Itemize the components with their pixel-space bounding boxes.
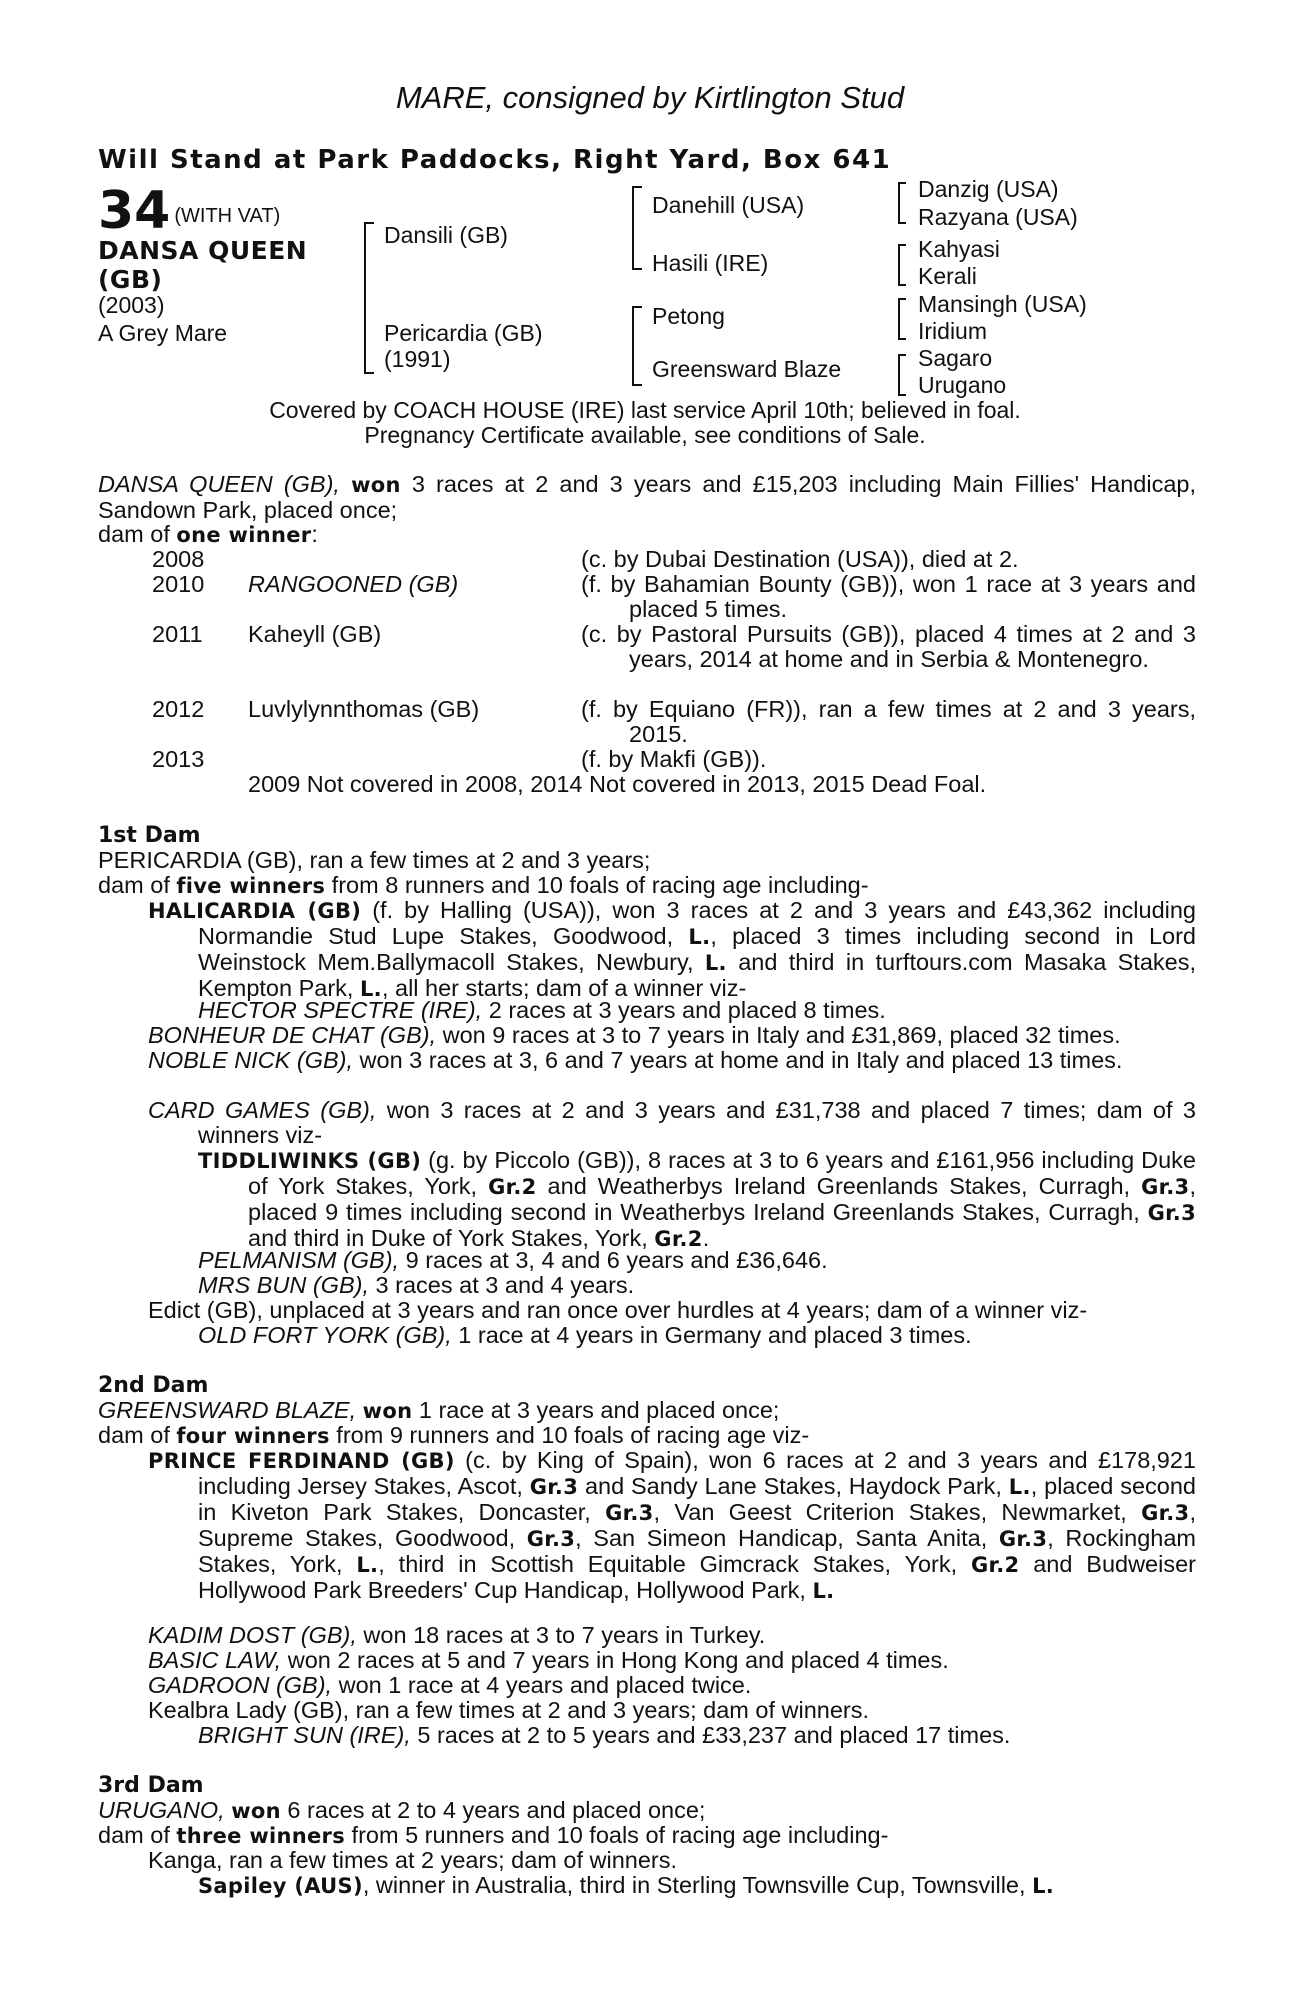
group-label: Gr.3 <box>998 1527 1048 1551</box>
winners-count: three winners <box>176 1824 346 1848</box>
text: dam of <box>98 872 177 898</box>
text: from 8 runners and 10 foals of racing age including- <box>325 872 869 898</box>
text: , San Simeon Handicap, Santa Anita, <box>575 1525 999 1551</box>
pedigree-brace <box>898 244 906 286</box>
halicardia-entry <box>148 898 1196 1002</box>
text: dam of <box>98 1822 177 1848</box>
first-dam-heading: 1st Dam <box>98 823 201 848</box>
foal-year: 2013 <box>152 746 205 772</box>
text: won 1 race at 4 years and placed twice. <box>332 1672 752 1698</box>
tiddliwinks-name: TIDDLIWINKS (GB) <box>198 1149 422 1173</box>
group-label: Gr.2 <box>488 1175 537 1199</box>
sapiley-name: Sapiley (AUS) <box>198 1874 363 1898</box>
horse-name: KADIM DOST (GB), <box>148 1622 357 1648</box>
horse-name-italic: DANSA QUEEN (GB), <box>98 471 340 497</box>
text: , winner in Australia, third in Sterling Townsville Cup, Townsville, <box>362 1872 1033 1898</box>
text: 3 races at 3 and 4 years. <box>369 1272 635 1298</box>
third-dam-heading: 3rd Dam <box>98 1773 204 1798</box>
dam-of-line <box>98 522 318 548</box>
group-label: L. <box>812 1579 835 1603</box>
horse-name: HECTOR SPECTRE (IRE), <box>198 997 483 1023</box>
horse-name: GADROON (GB), <box>148 1672 333 1698</box>
oldfort-entry <box>198 1323 972 1348</box>
text: and Weatherbys Ireland Greenlands Stakes, Curragh, <box>536 1173 1142 1199</box>
text: dam of <box>98 1422 177 1448</box>
listed-label: L. <box>704 951 727 975</box>
text: won 2 races at 5 and 7 years in Hong Kong and placed 4 times. <box>281 1647 949 1673</box>
horse-origin: (GB) <box>98 265 163 294</box>
foal-name: Kaheyll (GB) <box>248 621 382 647</box>
horse-name: BRIGHT SUN (IRE), <box>198 1722 411 1748</box>
pedigree-gen3-3: Kahyasi <box>918 236 1000 262</box>
listed-label: L. <box>359 977 382 1001</box>
group-label: Gr.3 <box>1147 1201 1196 1225</box>
pregnancy-info: Pregnancy Certificate available, see conditions of Sale. <box>364 422 926 448</box>
tiddliwinks-entry <box>198 1148 1196 1252</box>
foal-details: (c. by Dubai Destination (USA)), died at 2. <box>581 546 1019 572</box>
foal-year: 2010 <box>152 571 205 597</box>
third-dam-line2 <box>98 1823 888 1849</box>
foal-details: (f. by Equiano (FR)), ran a few times at 2 and 3 years, 2015. <box>581 696 1196 747</box>
kadim-entry <box>148 1623 765 1648</box>
horse-name: BASIC LAW, <box>148 1647 282 1673</box>
pedigree-brace <box>898 182 906 224</box>
foal-year: 2011 <box>152 621 203 647</box>
foal-name: Luvlylynnthomas (GB) <box>248 696 480 722</box>
text: won 3 races at 3, 6 and 7 years at home and in Italy and placed 13 times. <box>353 1047 1123 1073</box>
text: and third in Duke of York Stakes, York, <box>248 1225 655 1251</box>
text: , all her starts; dam of a winner viz- <box>381 975 747 1001</box>
text: from 9 runners and 10 foals of racing age viz- <box>329 1422 810 1448</box>
dam-of-winners: one winner <box>176 523 312 547</box>
pedigree-brace <box>632 186 642 270</box>
pedigree-gen3-8: Urugano <box>918 372 1007 398</box>
text: and Sandy Lane Stakes, Haydock Park, <box>578 1473 1009 1499</box>
text: , placed 3 times including second in Lord Weinstock Mem.Ballymacoll Stakes, Newbury, <box>198 923 1197 975</box>
horse-name: OLD FORT YORK (GB), <box>198 1322 452 1348</box>
group-label: Gr.3 <box>529 1475 579 1499</box>
pedigree-dam-dam: Greensward Blaze <box>652 356 842 382</box>
edict-entry: Edict (GB), unplaced at 3 years and ran once over hurdles at 4 years; dam of a winner viz- <box>148 1297 1088 1323</box>
horse-name: GREENSWARD BLAZE, <box>98 1397 357 1423</box>
group-label: L. <box>356 1553 379 1577</box>
foal-details: (f. by Bahamian Bounty (GB)), won 1 race at 3 years and placed 5 times. <box>581 571 1196 622</box>
pedigree-dam-sire: Petong <box>652 303 725 329</box>
second-dam-heading: 2nd Dam <box>98 1373 209 1398</box>
prince-entry <box>148 1448 1196 1604</box>
pedigree-brace <box>632 306 642 386</box>
halicardia-name: HALICARDIA (GB) <box>148 899 362 923</box>
pelmanism-entry <box>198 1248 828 1273</box>
won-label: won <box>351 473 401 497</box>
text: , Van Geest Criterion Stakes, Newmarket, <box>653 1499 1142 1525</box>
text: 1 race at 4 years in Germany and placed 3 times. <box>451 1322 972 1348</box>
foal-details: (c. by Pastoral Pursuits (GB)), placed 4 times at 2 and 3 years, 2014 at home and in Serbia & Montenegro. <box>581 621 1196 672</box>
group-label: Gr.3 <box>526 1527 576 1551</box>
pedigree-gen3-2: Razyana (USA) <box>918 204 1078 230</box>
text: , third in Scottish Equitable Gimcrack Stakes, York, <box>378 1551 971 1577</box>
text: 6 races at 2 to 4 years and placed once; <box>280 1797 706 1823</box>
pedigree-gen3-5: Mansingh (USA) <box>918 291 1087 317</box>
prince-name: PRINCE FERDINAND (GB) <box>148 1449 455 1473</box>
text: , placed second in Kiveton Park Stakes, Doncaster, <box>198 1473 1196 1525</box>
won-label: won <box>362 1399 413 1423</box>
pedigree-gen3-1: Danzig (USA) <box>918 176 1059 202</box>
pedigree-brace <box>898 298 906 340</box>
horse-name: DANSA QUEEN <box>98 236 308 265</box>
horse-name: MRS BUN (GB), <box>198 1272 370 1298</box>
horse-name: BONHEUR DE CHAT (GB), <box>148 1022 437 1048</box>
won-label: won <box>231 1799 281 1823</box>
vat-note: (WITH VAT) <box>174 205 281 227</box>
text: won 3 races at 2 and 3 years and £31,738 and placed 7 times; dam of 3 winners viz- <box>198 1097 1196 1148</box>
lot-number-value: 34 <box>98 181 171 241</box>
pedigree-gen3-4: Kerali <box>918 263 977 289</box>
text: 9 races at 3, 4 and 6 years and £36,646. <box>399 1247 828 1273</box>
foal-name: RANGOONED (GB) <box>248 571 459 597</box>
horse-name: URUGANO, <box>98 1797 225 1823</box>
noble-entry <box>148 1048 1196 1073</box>
card-entry <box>148 1098 1196 1148</box>
horse-year: (2003) <box>98 292 165 318</box>
produce-record: 3 races at 2 and 3 years and £15,203 including Main Fillies' Handicap, Sandown Park, placed once; <box>98 471 1196 523</box>
text: , Rockingham Stakes, York, <box>198 1525 1196 1577</box>
kealbra-entry: Kealbra Lady (GB), ran a few times at 2 and 3 years; dam of winners. <box>148 1697 870 1723</box>
horse-name: NOBLE NICK (GB), <box>148 1047 354 1073</box>
pedigree-sire-dam: Hasili (IRE) <box>652 250 769 276</box>
text: (c. by King of Spain), won 6 races at 2 and 3 years and £178,921 including Jersey Stakes, Ascot, <box>198 1447 1196 1499</box>
pedigree-sire: Dansili (GB) <box>384 222 508 248</box>
text: 1 race at 3 years and placed once; <box>412 1397 780 1423</box>
pedigree-brace <box>898 354 906 396</box>
foal-details: (f. by Makfi (GB)). <box>581 746 767 772</box>
winners-count: five winners <box>176 874 326 898</box>
mrsbun-entry <box>198 1273 634 1298</box>
pedigree-brace <box>364 222 374 374</box>
text: 5 races at 2 to 5 years and £33,237 and placed 17 times. <box>410 1722 1011 1748</box>
text: and third in turftours.com Masaka Stakes, Kempton Park, <box>198 949 1196 1001</box>
horse-description: A Grey Mare <box>98 320 228 346</box>
basic-entry <box>148 1648 949 1673</box>
pedigree-gen3-7: Sagaro <box>918 345 993 371</box>
bonheur-entry <box>148 1023 1121 1048</box>
text: won 18 races at 3 to 7 years in Turkey. <box>356 1622 766 1648</box>
covering-note: 2009 Not covered in 2008, 2014 Not covered in 2013, 2015 Dead Foal. <box>248 771 987 797</box>
pedigree-dam: Pericardia (GB) <box>384 320 543 346</box>
text: and Budweiser Hollywood Park Breeders' Cup Handicap, Hollywood Park, <box>198 1551 1196 1603</box>
lot-number <box>98 181 281 241</box>
consignment-heading: MARE, consigned by Kirtlington Stud <box>395 80 905 115</box>
text: won 9 races at 3 to 7 years in Italy and £31,869, placed 32 times. <box>436 1022 1121 1048</box>
group-label: Gr.3 <box>605 1501 654 1525</box>
listed-label: L. <box>688 925 711 949</box>
text: . <box>702 1225 710 1251</box>
pedigree-gen3-6: Iridium <box>918 318 988 344</box>
group-label: Gr.3 <box>1141 1175 1190 1199</box>
second-dam-line1 <box>98 1398 779 1424</box>
first-dam-line1: PERICARDIA (GB), ran a few times at 2 and 3 years; <box>98 847 651 873</box>
covering-info: Covered by COACH HOUSE (IRE) last service April 10th; believed in foal. <box>269 397 1021 423</box>
group-label: Gr.2 <box>971 1553 1020 1577</box>
second-dam-line2 <box>98 1423 809 1449</box>
group-label: L. <box>1008 1475 1031 1499</box>
sapiley-entry <box>198 1873 1054 1899</box>
horse-name: CARD GAMES (GB), <box>148 1097 377 1123</box>
text: , Supreme Stakes, Goodwood, <box>198 1499 1196 1551</box>
hector-entry <box>198 998 886 1023</box>
bright-entry <box>198 1723 1010 1748</box>
text: (g. by Piccolo (GB)), 8 races at 3 to 6 years and £161,956 including Duke of York Stakes, York, <box>248 1147 1196 1199</box>
text: (f. by Halling (USA)), won 3 races at 2 and 3 years and £43,362 including Normandie Stud Lupe Stakes, Goodwood, <box>198 897 1197 949</box>
dam-of-suffix: : <box>311 521 318 547</box>
winners-count: four winners <box>176 1424 330 1448</box>
produce-summary <box>98 472 1196 523</box>
listed-label: L. <box>1032 1874 1055 1898</box>
dam-of-prefix: dam of <box>98 521 177 547</box>
text: , placed 9 times including second in Weatherbys Ireland Greenlands Stakes, Curragh, <box>248 1173 1196 1225</box>
group-label: Gr.2 <box>654 1227 703 1251</box>
foal-year: 2008 <box>152 546 205 572</box>
gadroon-entry <box>148 1673 751 1698</box>
foal-year: 2012 <box>152 696 205 722</box>
text: 2 races at 3 years and placed 8 times. <box>482 997 886 1023</box>
stand-location: Will Stand at Park Paddocks, Right Yard, Box 641 <box>98 145 892 175</box>
third-dam-line1 <box>98 1798 705 1824</box>
pedigree-sire-sire: Danehill (USA) <box>652 192 805 218</box>
kanga-entry: Kanga, ran a few times at 2 years; dam of winners. <box>148 1847 678 1873</box>
pedigree-dam-year: (1991) <box>384 346 451 372</box>
first-dam-line2 <box>98 873 869 899</box>
group-label: Gr.3 <box>1141 1501 1190 1525</box>
text: from 5 runners and 10 foals of racing age including- <box>345 1822 889 1848</box>
horse-name: PELMANISM (GB), <box>198 1247 400 1273</box>
